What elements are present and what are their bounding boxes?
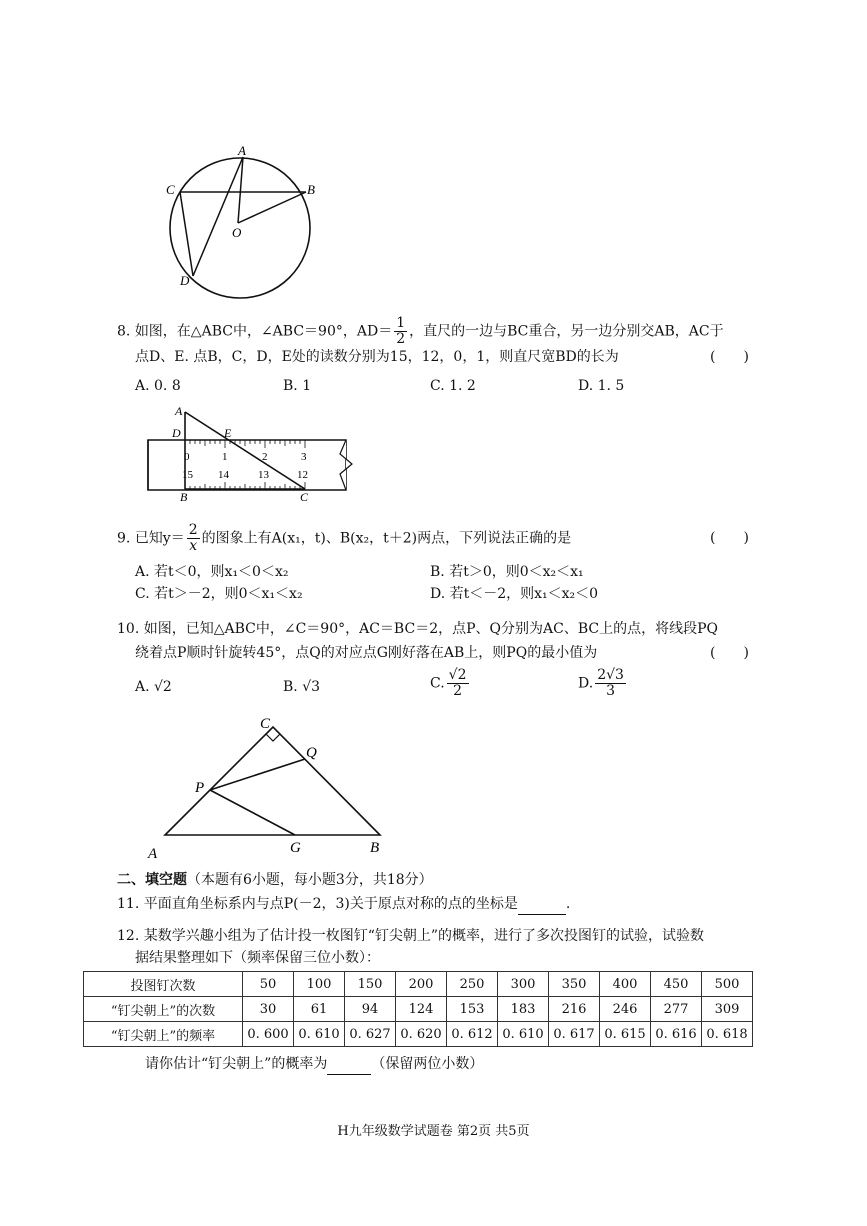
q9-option-c: C. 若t＞－2，则0＜x₁＜x₂ [135,586,303,602]
q12-line1: 某数学兴趣小组为了估计投一枚图钉“钉尖朝上”的概率，进行了多次投图钉的试验，试验数 [143,928,705,944]
question-9 [117,523,571,554]
question-8 [117,316,724,347]
ruler-top-tick-1: 1 [222,451,228,463]
point-label-B: B [180,490,188,502]
q8-option-c: C. 1. 2 [430,378,476,394]
point-label-P: P [195,780,205,796]
point-label-E: E [224,426,232,440]
point-label-A: A [175,404,183,418]
section-2-desc: （本题有6小题，每小题3分，共18分） [187,872,433,888]
q9-option-d: D. 若t＜－2，则x₁＜x₂＜0 [430,586,599,602]
section-2-header [117,870,433,890]
q8-option-b: B. 1 [283,378,312,394]
table-row: 投图钉次数 50 100 150 200 250 300 350 400 450 500 [84,972,753,997]
point-label-D: D [172,426,181,440]
q8-option-d: D. 1. 5 [578,378,625,394]
section-2-title: 二、填空题 [117,872,187,888]
q8-text-a: 如图，在△ABC中，∠ABC＝90°，AD＝ [134,323,393,340]
q10-option-b: B. √3 [283,679,321,695]
point-label-Q: Q [306,745,317,761]
q11-number: 11. [117,896,140,912]
q10-option-d: D. $\frac{2√3}{3}$ [578,667,624,699]
q12-ask: 请你估计“钉尖朝上”的概率为 （保留两位小数） [145,1054,483,1075]
ruler-bottom-tick-14: 14 [218,469,229,481]
q10-line1: 如图，已知△ABC中，∠C＝90°，AC＝BC＝2，点P、Q分别为AC、BC上的点，将线段PQ [143,621,718,637]
q9-option-b: B. 若t＞0，则0＜x₂＜x₁ [430,564,584,580]
triangle-figure [140,710,400,865]
ruler-top-tick-0: 0 [184,451,190,463]
q8-line2: 点D、E. 点B，C，D，E处的读数分别为15，12，0，1，则直尺宽BD的长为 [135,349,619,365]
circle-figure [160,140,330,305]
point-label-B: B [370,840,380,856]
ruler-bottom-tick-13: 13 [258,469,269,481]
q8-option-a: A. 0. 8 [135,378,181,394]
point-label-B: B [307,182,315,197]
q12-line2: 据结果整理如下（频率保留三位小数）： [135,950,380,966]
ruler-bottom-tick-12: 12 [297,469,308,481]
point-label-A: A [148,846,158,862]
q10-number: 10. [117,621,140,637]
point-label-C: C [300,490,309,502]
q9-number: 9. [117,530,131,547]
question-10 [117,619,718,639]
q12-answer-blank[interactable] [327,1054,371,1075]
q10-line2: 绕着点P顺时针旋转45°，点Q的对应点G刚好落在AB上，则PQ的最小值为 [135,645,598,661]
table-row: “钉尖朝上”的次数 30 61 94 124 153 183 216 246 277 309 [84,997,753,1022]
point-label-C: C [260,716,271,732]
q9-answer-bracket: ( ) [710,530,749,546]
point-label-A: A [238,143,246,158]
ruler-figure [140,402,360,502]
ruler-top-tick-2: 2 [262,451,268,463]
q10-option-a: A. √2 [135,679,172,695]
frequency-table [83,971,753,1047]
q9-option-a: A. 若t＜0，则x₁＜0＜x₂ [135,564,289,580]
q8-answer-bracket: ( ) [710,349,749,365]
q9-fraction: $\frac{2}{x}$ [188,522,198,554]
q11-answer-blank[interactable] [518,894,566,915]
table-row: “钉尖朝上”的频率 0. 600 0. 610 0. 627 0. 620 0. 612 0. 610 0. 617 0. 615 0. 616 0. 618 [84,1022,753,1047]
point-label-D: D [180,273,190,288]
q12-number: 12. [117,928,140,944]
page-footer: H九年级数学试题卷 第2页 共5页 [337,1124,530,1139]
q8-fraction: $\frac{1}{2}$ [396,315,406,347]
point-label-O: O [232,225,242,240]
question-11: 11. 平面直角坐标系内与点P(－2，3)关于原点对称的点的坐标是 . [117,894,570,915]
q10-option-c: C. $\frac{√2}{2}$ [430,667,467,699]
point-label-C: C [166,182,175,197]
point-label-G: G [290,840,301,856]
question-12 [117,926,704,946]
q9-text-a: 已知y＝ [134,530,185,547]
q11-text: 平面直角坐标系内与点P(－2，3)关于原点对称的点的坐标是 [143,896,518,912]
q8-text-b: ，直尺的一边与BC重合，另一边分别交AB，AC于 [409,323,724,340]
q10-answer-bracket: ( ) [710,645,749,661]
q8-number: 8. [117,323,131,340]
ruler-bottom-tick-15: 15 [182,469,193,481]
ruler-top-tick-3: 3 [301,451,307,463]
q9-text-b: 的图象上有A(x₁，t)、B(x₂，t＋2)两点，下列说法正确的是 [201,530,572,547]
